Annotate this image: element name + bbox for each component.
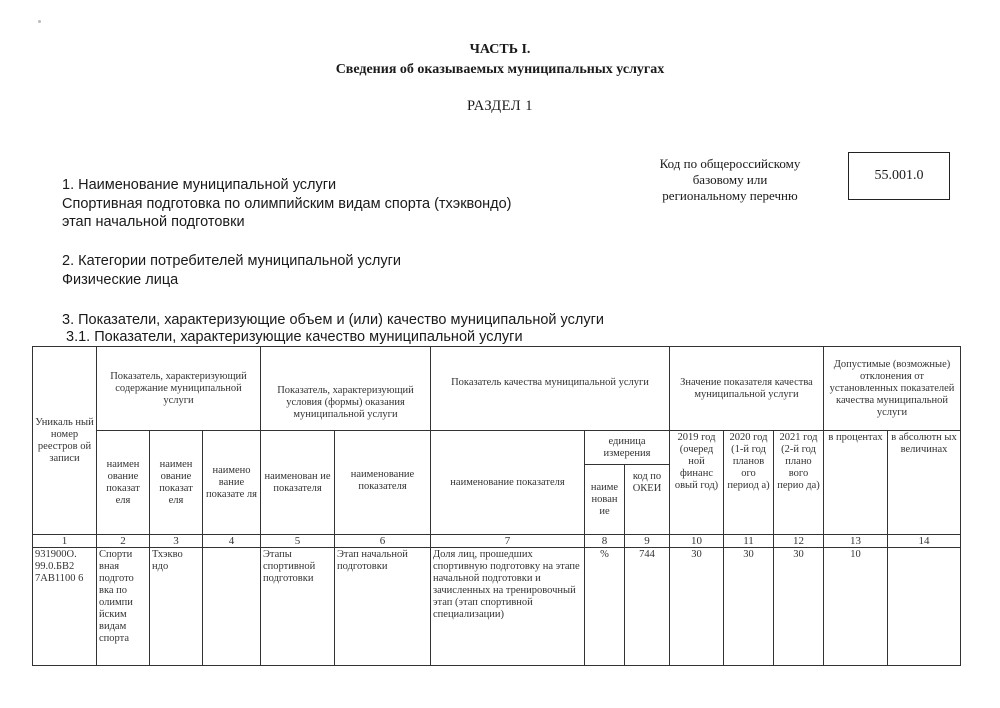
- section-title: РАЗДЕЛ 1: [467, 98, 533, 114]
- column-number: 2: [97, 535, 150, 548]
- item1-label: 1. Наименование муниципальной услуги: [62, 177, 337, 193]
- item2-label: 2. Категории потребителей муниципальной услуги: [62, 253, 401, 269]
- column-number: 14: [888, 535, 961, 548]
- column-number: 10: [670, 535, 724, 548]
- column-number: 7: [431, 535, 585, 548]
- header-year-2021: 2021 год (2-й год плано вого перио да): [774, 431, 824, 535]
- header-deviation-percent: в процентах: [824, 431, 888, 535]
- item31-label: 3.1. Показатели, характеризующие качество муниципальной услуги: [66, 329, 523, 345]
- header-okei-code: код по ОКЕИ: [625, 465, 670, 535]
- code-label-line1: Код по общероссийскому: [659, 156, 801, 171]
- header-unit: единица измерения: [585, 431, 670, 465]
- header-unique-number: Уникаль ный номер реестров ой записи: [33, 347, 97, 535]
- cell-value-2021: 30: [774, 548, 824, 666]
- code-label-line2: базовому или: [692, 172, 768, 187]
- header-indicator-value: Значение показателя качества муниципальной услуги: [670, 347, 824, 431]
- cell-deviation-percent: 10: [824, 548, 888, 666]
- item1-value-line1: Спортивная подготовка по олимпийским видам спорта (тхэквондо): [62, 196, 512, 212]
- header-condition-name-1: наименован ие показателя: [261, 431, 335, 535]
- cell-deviation-absolute: [888, 548, 961, 666]
- cell-content-1: Спорти вная подгото вка по олимпи йским видам спорта: [97, 548, 150, 666]
- table-row: [33, 548, 961, 666]
- header-condition-name-2: наименование показателя: [335, 431, 431, 535]
- cell-condition-1: Этапы спортивной подготовки: [261, 548, 335, 666]
- header-content-name-2: наимен ование показат еля: [150, 431, 203, 535]
- header-deviation-absolute: в абсолютн ых величинах: [888, 431, 961, 535]
- header-quality-indicator: Показатель качества муниципальной услуги: [431, 347, 670, 431]
- quality-indicators-table: [32, 346, 961, 666]
- cell-value-2020: 30: [724, 548, 774, 666]
- header-allowed-deviation: Допустимые (возможные) отклонения от установленных показателей качества муниципальной услуги: [824, 347, 961, 431]
- cell-content-3: [203, 548, 261, 666]
- code-value-box: [848, 152, 950, 200]
- code-label-line3: региональному перечню: [662, 188, 798, 203]
- header-conditions-indicator: Показатель, характеризующий условия (формы) оказания муниципальной услуги: [261, 347, 431, 431]
- cell-unit: %: [585, 548, 625, 666]
- column-number: 4: [203, 535, 261, 548]
- cell-okei: 744: [625, 548, 670, 666]
- item3-label: 3. Показатели, характеризующие объем и (или) качество муниципальной услуги: [62, 312, 604, 328]
- column-number: 13: [824, 535, 888, 548]
- column-number: 11: [724, 535, 774, 548]
- header-quality-name: наименование показателя: [431, 431, 585, 535]
- header-content-name-1: наимен ование показат еля: [97, 431, 150, 535]
- cell-value-2019: 30: [670, 548, 724, 666]
- part-subtitle: Сведения об оказываемых муниципальных услугах: [335, 62, 665, 77]
- part-title: ЧАСТЬ I.: [469, 42, 531, 57]
- cell-content-2: Тхэкво ндо: [150, 548, 203, 666]
- cell-condition-2: Этап начальной подготовки: [335, 548, 431, 666]
- column-numbers-row: [33, 535, 961, 548]
- header-unit-name: наиме нован ие: [585, 465, 625, 535]
- item2-value: Физические лица: [62, 272, 179, 288]
- scan-speck: [38, 20, 41, 23]
- header-year-2019: 2019 год (очеред ной финанс овый год): [670, 431, 724, 535]
- item1-value-line2: этап начальной подготовки: [62, 214, 245, 230]
- column-number: 3: [150, 535, 203, 548]
- column-number: 5: [261, 535, 335, 548]
- column-number: 1: [33, 535, 97, 548]
- code-label: [640, 156, 820, 204]
- column-number: 12: [774, 535, 824, 548]
- header-content-name-3: наимено вание показате ля: [203, 431, 261, 535]
- header-year-2020: 2020 год (1-й год планов ого период а): [724, 431, 774, 535]
- code-value: 55.001.0: [874, 168, 924, 183]
- column-number: 9: [625, 535, 670, 548]
- cell-unique-number: 931900О. 99.0.БВ2 7АВ1100 6: [33, 548, 97, 666]
- cell-quality-name: Доля лиц, прошедших спортивную подготовку на этапе начальной подготовки и зачисленных на тренировочный этап (этап спортивной специализации): [431, 548, 585, 666]
- header-content-indicator: Показатель, характеризующий содержание муниципальной услуги: [97, 347, 261, 431]
- column-number: 8: [585, 535, 625, 548]
- column-number: 6: [335, 535, 431, 548]
